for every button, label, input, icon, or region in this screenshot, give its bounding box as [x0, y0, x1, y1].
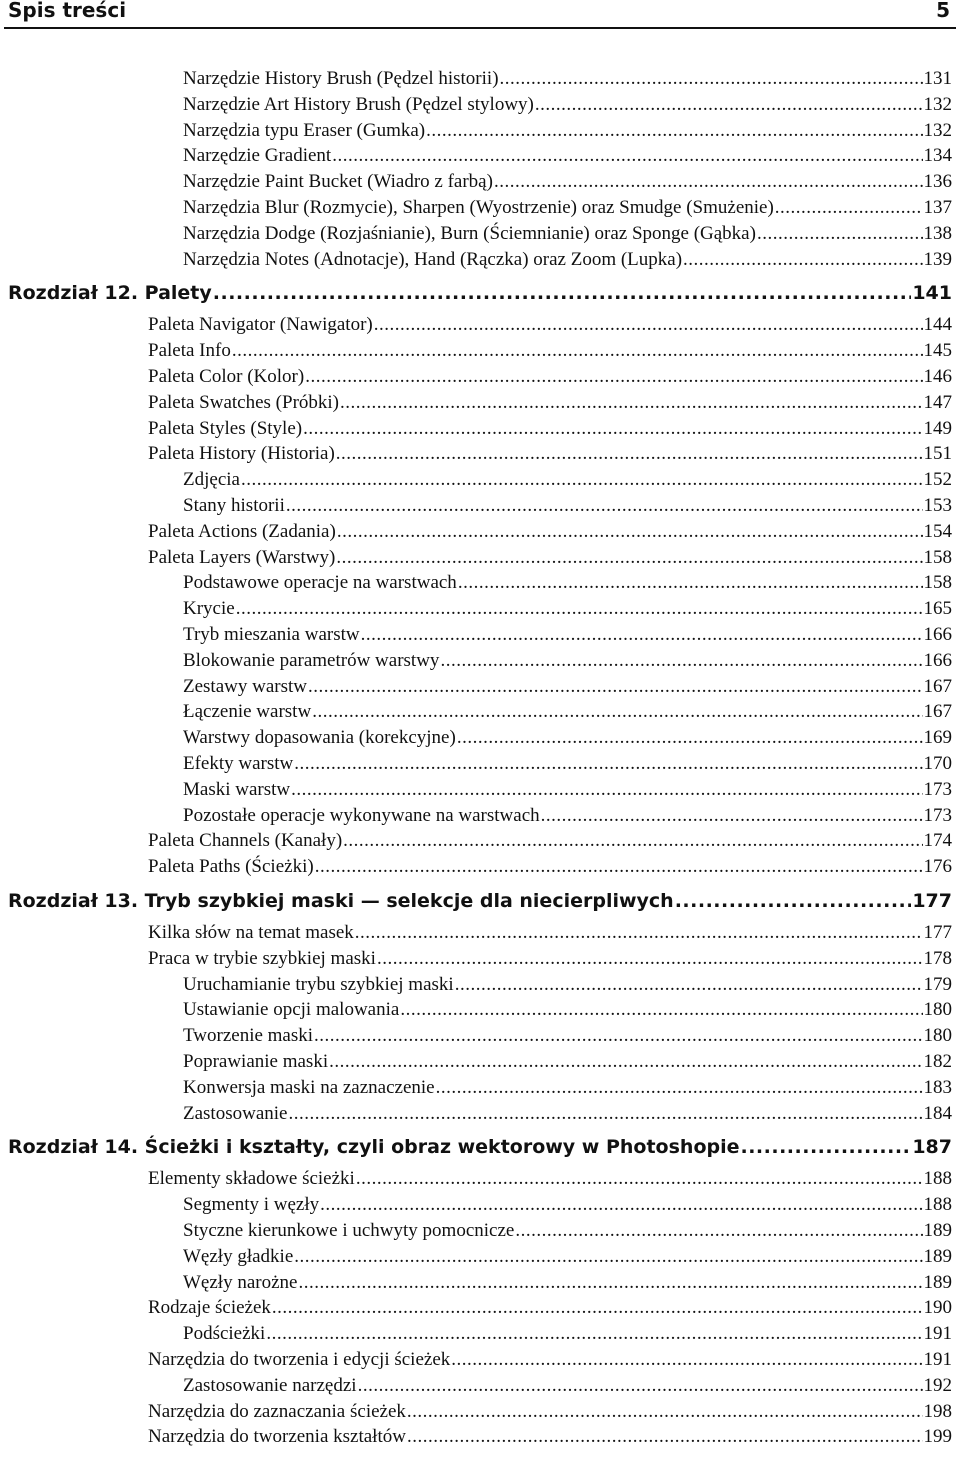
page-number: 5: [936, 0, 950, 22]
toc-entry: [183, 468, 952, 492]
toc-dot-leader: [355, 921, 923, 945]
toc-entry: [183, 1024, 952, 1048]
toc-entry-title: Paleta Info: [148, 340, 231, 362]
toc-entry-title: Pozostałe operacje wykonywane na warstwach: [183, 804, 540, 826]
toc-page-number: 180: [923, 1025, 952, 1047]
toc-entry: [183, 804, 952, 828]
toc-page-number: 174: [923, 830, 952, 852]
toc-entry-title: Podstawowe operacje na warstwach: [183, 572, 457, 594]
toc-entry: [183, 196, 952, 220]
toc-page-number: 190: [923, 1297, 952, 1319]
toc-entry-title: Elementy składowe ścieżki: [148, 1168, 355, 1190]
toc-entry: [183, 1322, 952, 1346]
toc-entry-title: Blokowanie parametrów warstwy: [183, 649, 440, 671]
toc-entry: [183, 1102, 952, 1126]
toc-entry-title: Rodzaje ścieżek: [148, 1297, 271, 1319]
toc-entry-title: Styczne kierunkowe i uchwyty pomocnicze: [183, 1220, 515, 1241]
toc-entry-title: Paleta History (Historia): [148, 443, 335, 465]
toc-entry: [148, 365, 952, 389]
toc-dot-leader: [286, 494, 923, 518]
toc-page-number: 137: [923, 197, 952, 218]
toc-dot-leader: [343, 829, 922, 853]
toc-page-number: 145: [923, 340, 952, 362]
toc-entry: [183, 119, 952, 143]
toc-dot-leader: [291, 778, 922, 802]
toc-page-number: 176: [923, 856, 952, 878]
toc-entry: [183, 752, 952, 776]
toc-chapter: [8, 1135, 952, 1159]
toc-entry: [183, 494, 952, 518]
toc-page-number: 188: [923, 1194, 952, 1216]
toc-entry: [148, 442, 952, 466]
toc-page-number: 183: [923, 1076, 952, 1098]
toc-entry: [148, 1348, 952, 1372]
toc-entry-title: Zastosowanie narzędzi: [183, 1374, 357, 1396]
toc-entry: [148, 1167, 952, 1191]
toc-page-number: 173: [923, 778, 952, 800]
toc-dot-leader: [337, 520, 923, 544]
toc-dot-leader: [315, 855, 923, 879]
toc-entry-title: Narzędzia Dodge (Rozjaśnianie), Burn (Ściemnianie) oraz Sponge (Gąbka): [183, 222, 756, 244]
toc-dot-leader: [294, 752, 922, 776]
toc-entry: [183, 726, 952, 750]
toc-entry-title: Paleta Color (Kolor): [148, 366, 305, 387]
toc-entry-title: Paleta Navigator (Nawigator): [148, 314, 373, 336]
toc-entry-title: Maski warstw: [183, 778, 291, 800]
toc-dot-leader: [741, 1135, 912, 1159]
toc-entry-title: Narzędzie Gradient: [183, 145, 332, 167]
toc-entry-title: Efekty warstw: [183, 753, 294, 774]
toc-entry: [183, 222, 952, 246]
toc-entry: [183, 93, 952, 117]
toc-entry-title: Węzły narożne: [183, 1271, 298, 1293]
toc-page-number: 198: [923, 1400, 952, 1422]
toc-page-number: 177: [912, 890, 952, 912]
toc-entry: [183, 1271, 952, 1295]
toc-page-number: 139: [923, 248, 952, 270]
toc-entry: [183, 170, 952, 194]
toc-entry-title: Podścieżki: [183, 1323, 266, 1345]
toc-page-number: 141: [912, 282, 952, 305]
toc-dot-leader: [236, 597, 923, 621]
toc-page-number: 182: [923, 1051, 952, 1072]
toc-page-number: 152: [923, 469, 952, 491]
toc-entry-title: Paleta Paths (Ścieżki): [148, 856, 314, 878]
toc-page-number: 144: [923, 314, 952, 336]
toc-dot-leader: [500, 67, 923, 91]
toc-dot-leader: [336, 546, 922, 570]
toc-entry: [183, 623, 952, 647]
toc-page-number: 149: [923, 417, 952, 439]
toc-entry-title: Zestawy warstw: [183, 675, 307, 697]
toc-entry-title: Praca w trybie szybkiej maski: [148, 947, 376, 969]
toc-entry: [148, 921, 952, 945]
toc-entry-title: Krycie: [183, 598, 235, 620]
toc-dot-leader: [272, 1296, 923, 1320]
toc-dot-leader: [675, 889, 912, 913]
toc-dot-leader: [400, 998, 922, 1022]
toc-page-number: 177: [923, 922, 952, 943]
toc-entry-title: Zastosowanie: [183, 1102, 288, 1124]
toc-entry: [183, 1219, 952, 1243]
toc-entry: [148, 947, 952, 971]
toc-page-number: 154: [923, 520, 952, 542]
toc-page-number: 188: [923, 1168, 952, 1190]
toc-dot-leader: [541, 804, 923, 828]
page-title: Spis treści: [8, 0, 127, 22]
toc-entry-title: Uruchamianie trybu szybkiej maski: [183, 973, 454, 995]
toc-dot-leader: [361, 623, 923, 647]
toc-page-number: 146: [923, 366, 952, 387]
toc-dot-leader: [377, 947, 923, 971]
toc-entry: [183, 1193, 952, 1217]
toc-page-number: 136: [923, 171, 952, 193]
toc-page-number: 191: [923, 1323, 952, 1345]
toc-entry: [183, 778, 952, 802]
toc-entry: [148, 546, 952, 570]
toc-dot-leader: [535, 93, 923, 117]
toc-entry-title: Stany historii: [183, 495, 285, 516]
toc-dot-leader: [288, 1102, 922, 1126]
toc-dot-leader: [266, 1322, 922, 1346]
toc-page-number: 151: [923, 443, 952, 465]
toc-entry-title: Tworzenie maski: [183, 1025, 314, 1047]
toc-entry: [148, 829, 952, 853]
toc-page-number: 189: [923, 1245, 952, 1267]
toc-entry-title: Warstwy dopasowania (korekcyjne): [183, 727, 456, 749]
toc-entry-title: Ustawianie opcji malowania: [183, 999, 400, 1021]
toc-entry: [148, 1425, 952, 1449]
toc-entry-title: Łączenie warstw: [183, 701, 312, 723]
toc-entry: [183, 67, 952, 91]
toc-dot-leader: [312, 700, 922, 724]
toc-entry: [183, 675, 952, 699]
toc-dot-leader: [356, 1167, 923, 1191]
toc-entry-title: Narzędzie History Brush (Pędzel historii): [183, 68, 499, 89]
toc-entry: [183, 144, 952, 168]
toc-dot-leader: [775, 196, 923, 220]
toc-page-number: 131: [923, 68, 952, 89]
toc-entry-title: Rozdział 13. Tryb szybkiej maski — selekcje dla niecierpliwych: [8, 890, 674, 912]
toc-dot-leader: [336, 442, 923, 466]
toc-page-number: 132: [923, 93, 952, 115]
toc-dot-leader: [426, 119, 922, 143]
toc-entry-title: Narzędzie Paint Bucket (Wiadro z farbą): [183, 171, 493, 193]
toc-entry: [148, 417, 952, 441]
toc-page-number: 138: [923, 222, 952, 244]
toc-entry: [183, 1374, 952, 1398]
toc-dot-leader: [320, 1193, 922, 1217]
toc-entry: [183, 973, 952, 997]
toc-dot-leader: [458, 571, 923, 595]
toc-entry-title: Narzędzia do tworzenia kształtów: [148, 1426, 406, 1448]
toc-dot-leader: [757, 222, 923, 246]
toc-dot-leader: [374, 313, 923, 337]
toc-entry: [148, 339, 952, 363]
toc-dot-leader: [455, 973, 923, 997]
toc-entry: [183, 1050, 952, 1074]
toc-entry: [183, 1245, 952, 1269]
toc-page-number: 199: [923, 1426, 952, 1448]
toc-entry-title: Paleta Channels (Kanały): [148, 830, 343, 852]
toc-entry-title: Narzędzia do zaznaczania ścieżek: [148, 1400, 406, 1422]
toc-entry: [148, 1296, 952, 1320]
toc-page-number: 147: [923, 391, 952, 413]
toc-page-number: 158: [923, 572, 952, 594]
toc-entry: [148, 313, 952, 337]
toc-page-number: 191: [923, 1349, 952, 1370]
toc-chapter: [8, 889, 952, 913]
toc-entry-title: Paleta Styles (Style): [148, 417, 303, 439]
toc-dot-leader: [213, 281, 912, 305]
toc-page-number: 189: [923, 1220, 952, 1241]
toc-page-number: 170: [923, 753, 952, 774]
toc-dot-leader: [494, 170, 923, 194]
toc-page-number: 180: [923, 999, 952, 1021]
toc-dot-leader: [332, 144, 922, 168]
toc-page-number: 189: [923, 1271, 952, 1293]
toc-page-number: 184: [923, 1102, 952, 1124]
toc-page-number: 178: [923, 947, 952, 969]
toc-entry: [183, 248, 952, 272]
toc-entry: [183, 998, 952, 1022]
toc-entry-title: Rozdział 12. Palety: [8, 282, 212, 305]
toc-entry-title: Paleta Layers (Warstwy): [148, 546, 336, 568]
toc-entry: [183, 700, 952, 724]
toc-dot-leader: [308, 675, 923, 699]
toc-entry-title: Tryb mieszania warstw: [183, 624, 360, 645]
toc-entry-title: Narzędzia Blur (Rozmycie), Sharpen (Wyostrzenie) oraz Smudge (Smużenie): [183, 197, 774, 218]
toc-entry-title: Narzędzia do tworzenia i edycji ścieżek: [148, 1349, 451, 1370]
toc-entry-title: Poprawianie maski: [183, 1051, 329, 1072]
toc-dot-leader: [515, 1219, 922, 1243]
toc-page-number: 167: [923, 675, 952, 697]
header-rule: [4, 27, 956, 29]
toc-page-number: 158: [923, 546, 952, 568]
toc-entry: [183, 1076, 952, 1100]
toc-dot-leader: [407, 1425, 923, 1449]
toc-dot-leader: [314, 1024, 922, 1048]
toc-dot-leader: [305, 365, 922, 389]
toc-page-number: 169: [923, 727, 952, 749]
toc-dot-leader: [407, 1400, 923, 1424]
toc-dot-leader: [451, 1348, 922, 1372]
toc-dot-leader: [298, 1271, 922, 1295]
toc-entry-title: Konwersja maski na zaznaczenie: [183, 1076, 435, 1098]
toc-dot-leader: [436, 1076, 923, 1100]
toc-entry: [183, 571, 952, 595]
toc-entry-title: Paleta Swatches (Próbki): [148, 391, 340, 413]
toc-dot-leader: [440, 649, 922, 673]
toc-entry: [148, 1400, 952, 1424]
toc-dot-leader: [358, 1374, 923, 1398]
toc-page-number: 166: [923, 649, 952, 671]
page-header: [0, 0, 960, 26]
toc-page-number: 173: [923, 804, 952, 826]
toc-page-number: 167: [923, 701, 952, 723]
toc-entry: [148, 855, 952, 879]
toc-dot-leader: [241, 468, 923, 492]
toc-page-number: 187: [912, 1136, 952, 1159]
toc-chapter: [8, 281, 952, 305]
toc-dot-leader: [683, 248, 922, 272]
toc-entry: [148, 520, 952, 544]
toc-page-number: 165: [923, 598, 952, 620]
toc-page-number: 132: [923, 119, 952, 141]
toc-entry-title: Paleta Actions (Zadania): [148, 520, 336, 542]
toc-entry-title: Kilka słów na temat masek: [148, 922, 354, 943]
toc-entry: [183, 597, 952, 621]
toc-page-number: 153: [923, 495, 952, 516]
toc-entry-title: Rozdział 14. Ścieżki i kształty, czyli obraz wektorowy w Photoshopie: [8, 1136, 740, 1159]
toc-entry: [183, 649, 952, 673]
toc-page-number: 166: [923, 624, 952, 645]
toc-dot-leader: [457, 726, 923, 750]
toc-entry-title: Zdjęcia: [183, 469, 240, 491]
toc-entry: [148, 391, 952, 415]
toc-page-number: 134: [923, 145, 952, 167]
toc-entry-title: Narzędzia Notes (Adnotacje), Hand (Rączka) oraz Zoom (Lupka): [183, 248, 683, 270]
toc-dot-leader: [232, 339, 923, 363]
toc-dot-leader: [294, 1245, 922, 1269]
toc-entry-title: Segmenty i węzły: [183, 1194, 320, 1216]
toc-entry-title: Węzły gładkie: [183, 1245, 294, 1267]
toc-page-number: 179: [923, 973, 952, 995]
toc-dot-leader: [329, 1050, 922, 1074]
toc-entry-title: Narzędzia typu Eraser (Gumka): [183, 119, 426, 141]
toc-page-number: 192: [923, 1374, 952, 1396]
toc-entry-title: Narzędzie Art History Brush (Pędzel stylowy): [183, 93, 534, 115]
toc-dot-leader: [340, 391, 922, 415]
toc-dot-leader: [303, 417, 922, 441]
